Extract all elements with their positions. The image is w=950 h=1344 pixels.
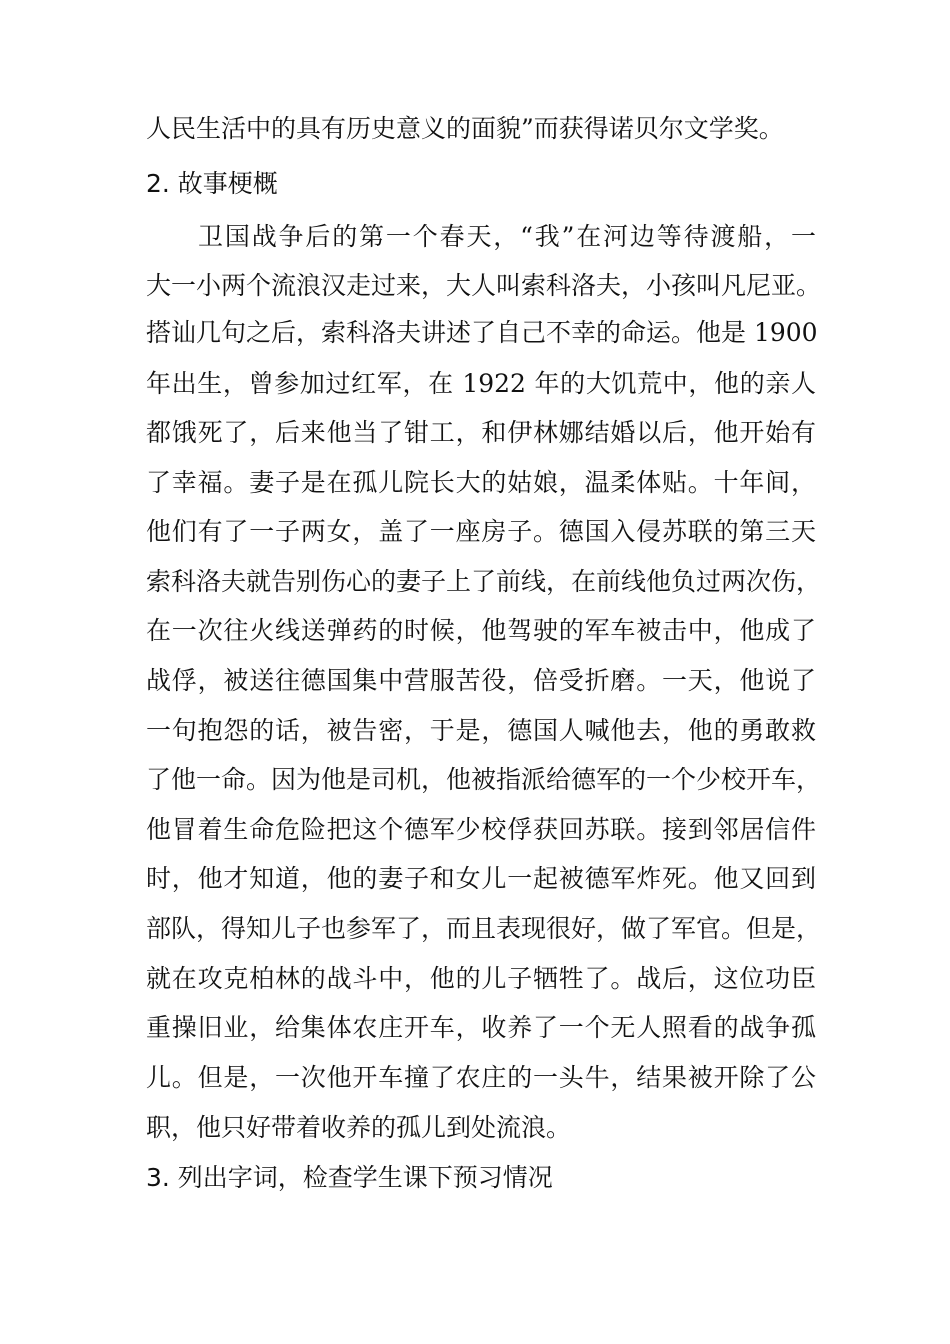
paragraph-line: 他们有了一子两女，盖了一座房子。德国入侵苏联的第三天: [146, 517, 816, 546]
paragraph-line: 战俘，被送往德国集中营服苦役，倍受折磨。一天，他说了: [146, 666, 816, 695]
paragraph-line: 搭讪几句之后，索科洛夫讲述了自己不幸的命运。他是 1900: [146, 318, 818, 347]
paragraph-line: 索科洛夫就告别伤心的妻子上了前线，在前线他负过两次伤，: [146, 567, 822, 596]
paragraph-line: 就在攻克柏林的战斗中，他的儿子牺牲了。战后，这位功臣: [146, 964, 816, 993]
paragraph-line: 都饿死了，后来他当了钳工，和伊林娜结婚以后，他开始有: [146, 418, 816, 447]
paragraph-line: 重操旧业，给集体农庄开车，收养了一个无人照看的战争孤: [146, 1013, 816, 1042]
paragraph-line: 在一次往火线送弹药的时候，他驾驶的军车被击中，他成了: [146, 616, 816, 645]
paragraph-line: 了幸福。妻子是在孤儿院长大的姑娘，温柔体贴。十年间，: [146, 468, 816, 497]
paragraph-line: 儿。但是，一次他开车撞了农庄的一头牛，结果被开除了公: [146, 1063, 816, 1092]
paragraph-line: 卫国战争后的第一个春天，“我”在河边等待渡船，一: [198, 222, 816, 251]
paragraph-line: 他冒着生命危险把这个德军少校俘获回苏联。接到邻居信件: [146, 815, 816, 844]
paragraph-line: 年出生，曾参加过红军，在 1922 年的大饥荒中，他的亲人: [146, 369, 816, 398]
section-2-heading: 2. 故事梗概: [146, 169, 278, 198]
paragraph-line: 了他一命。因为他是司机，他被指派给德军的一个少校开车，: [146, 765, 822, 794]
paragraph-line: 大一小两个流浪汉走过来，大人叫索科洛夫，小孩叫凡尼亚。: [146, 271, 822, 300]
paragraph-line: 部队，得知儿子也参军了，而且表现很好，做了军官。但是，: [146, 914, 822, 943]
paragraph-line: 时，他才知道，他的妻子和女儿一起被德军炸死。他又回到: [146, 864, 816, 893]
paragraph-line: 职，他只好带着收养的孤儿到处流浪。: [146, 1113, 572, 1142]
section-3-heading: 3. 列出字词，检查学生课下预习情况: [146, 1163, 553, 1192]
paragraph-line: 一句抱怨的话，被告密，于是，德国人喊他去，他的勇敢救: [146, 716, 816, 745]
intro-line: 人民生活中的具有历史意义的面貌”而获得诺贝尔文学奖。: [146, 114, 784, 143]
